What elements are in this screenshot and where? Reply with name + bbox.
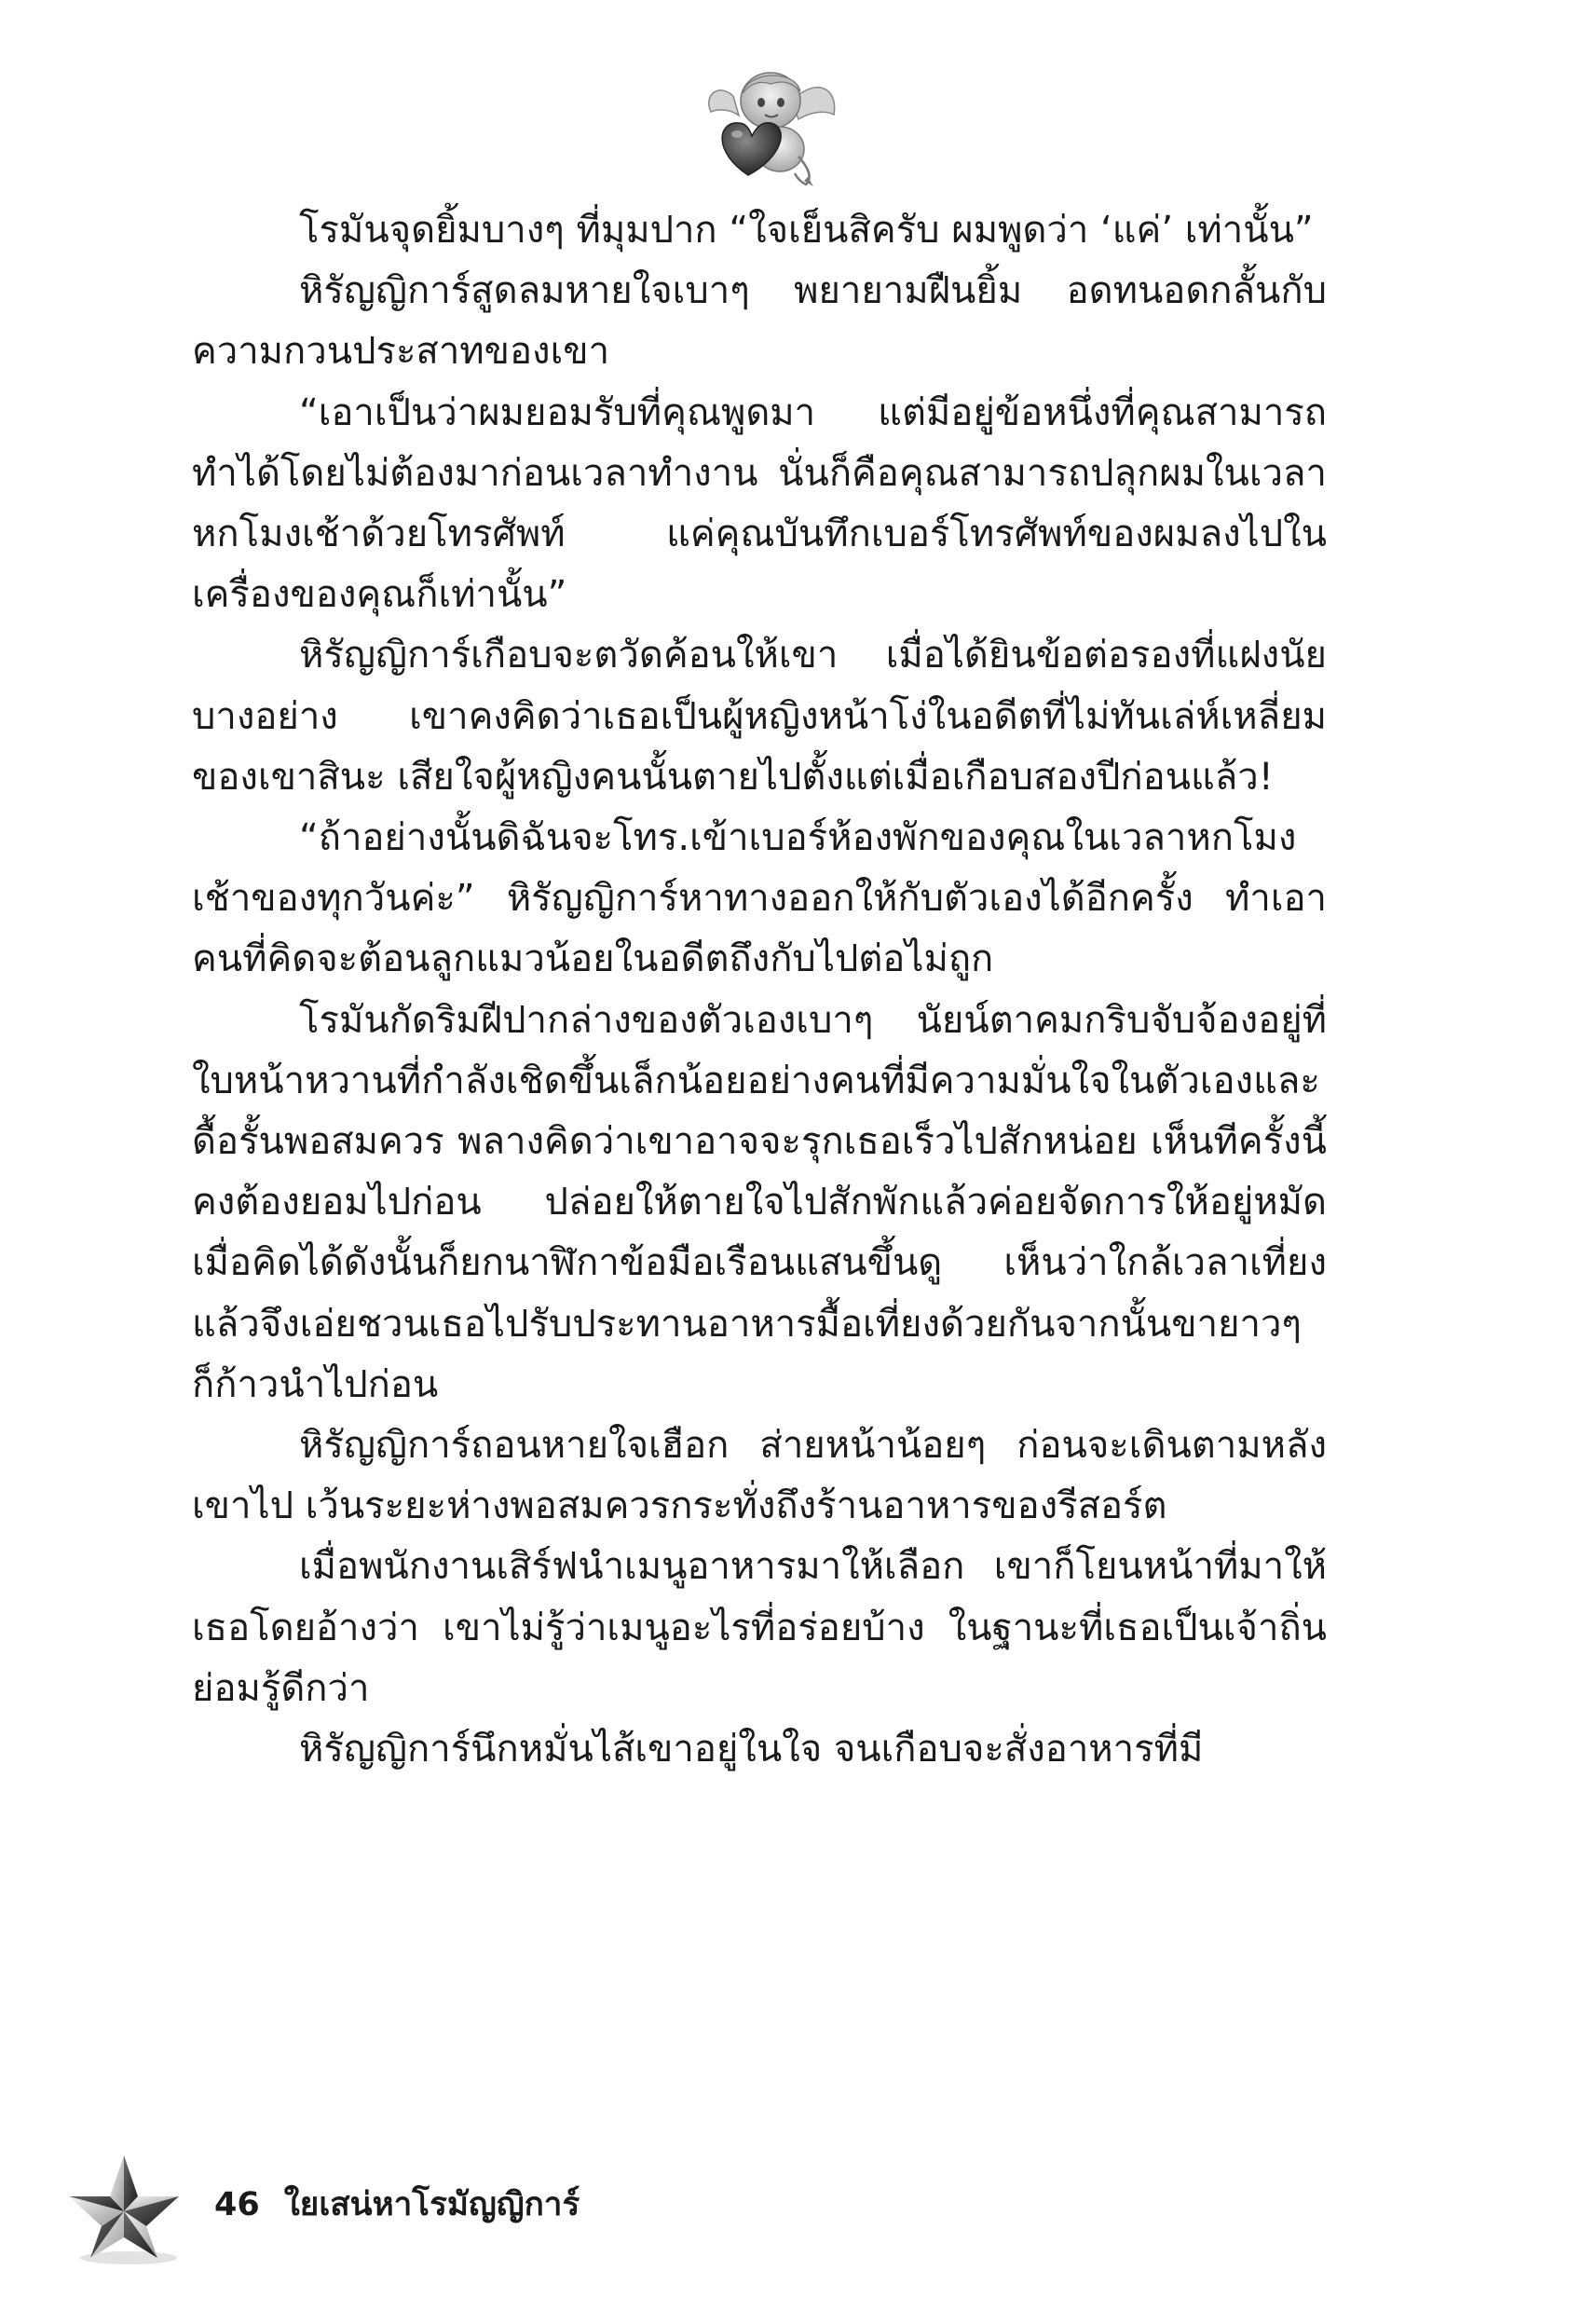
page-number: 46 bbox=[214, 2186, 260, 2223]
paragraph: เมื่อพนักงานเสิร์ฟนำเมนูอาหารมาให้เลือก เขาก็โยนหน้าที่มาให้เธอโดยอ้างว่า เขาไม่รู้ว่าเมนูอะไรที่อร่อยบ้าง ในฐานะที่เธอเป็นเจ้าถิ่นย่อมรู้ดีกว่า bbox=[192, 1545, 1327, 1710]
body-text bbox=[192, 200, 1327, 1780]
paragraph: หิรัญญิการ์ถอนหายใจเฮือก ส่ายหน้าน้อยๆ ก่อนจะเดินตามหลังเขาไป เว้นระยะห่างพอสมควรกระทั่งถึงร้านอาหารของรีสอร์ต bbox=[192, 1424, 1327, 1528]
paragraph: โรมันจุดยิ้มบางๆ ที่มุมปาก “ใจเย็นสิครับ ผมพูดว่า ‘แค่’ เท่านั้น” bbox=[299, 209, 1314, 252]
paragraph: โรมันกัดริมฝีปากล่างของตัวเองเบาๆ นัยน์ตาคมกริบจับจ้องอยู่ที่ใบหน้าหวานที่กำลังเชิดขึ้นเล็กน้อยอย่างคนที่มีความมั่นใจในตัวเองและดื้อรั้นพอสมควร พลางคิดว่าเขาอาจจะรุกเธอเร็วไปสักหน่อย เห็นทีครั้งนี้คงต้องยอมไปก่อน ปล่อยให้ตายใจไปสักพักแล้วค่อยจัดการให้อยู่หมัด เมื่อคิดได้ดังนั้นก็ยกนาฬิกาข้อมือเรือนแสนขึ้นดู เห็นว่าใกล้เวลาเที่ยงแล้วจึงเอ่ยชวนเธอไปรับประทานอาหารมื้อเที่ยงด้วยกันจากนั้นขายาวๆ ก็ก้าวนำไปก่อน bbox=[192, 998, 1327, 1406]
star-icon bbox=[63, 2148, 184, 2269]
paragraph: หิรัญญิการ์นึกหมั่นไส้เขาอยู่ในใจ จนเกือบจะสั่งอาหารที่มี bbox=[299, 1728, 1204, 1771]
paragraph: “เอาเป็นว่าผมยอมรับที่คุณพูดมา แต่มีอยู่ข้อหนึ่งที่คุณสามารถทำได้โดยไม่ต้องมาก่อนเวลาทำงาน นั่นก็คือคุณสามารถปลุกผมในเวลาหกโมงเช้าด้วยโทรศัพท์ แค่คุณบันทึกเบอร์โทรศัพท์ของผมลงไปในเครื่องของคุณก็เท่านั้น” bbox=[192, 390, 1327, 617]
cupid-with-heart-icon bbox=[694, 63, 843, 189]
page-footer bbox=[214, 2179, 580, 2230]
paragraph: หิรัญญิการ์เกือบจะตวัดค้อนให้เขา เมื่อได้ยินข้อต่อรองที่แฝงนัยบางอย่าง เขาคงคิดว่าเธอเป็นผู้หญิงหน้าโง่ในอดีตที่ไม่ทันเล่ห์เหลี่ยมของเขาสินะ เสียใจผู้หญิงคนนั้นตายไปตั้งแต่เมื่อเกือบสองปีก่อนแล้ว! bbox=[192, 634, 1327, 799]
paragraph: หิรัญญิการ์สูดลมหายใจเบาๆ พยายามฝืนยิ้ม อดทนอดกลั้นกับความกวนประสาทของเขา bbox=[192, 269, 1327, 374]
book-title: ใยเสน่หาโรมัญญิการ์ bbox=[283, 2186, 580, 2223]
paragraph: “ถ้าอย่างนั้นดิฉันจะโทร.เข้าเบอร์ห้องพักของคุณในเวลาหกโมงเช้าของทุกวันค่ะ” หิรัญญิการ์หาทางออกให้กับตัวเองได้อีกครั้ง ทำเอาคนที่คิดจะต้อนลูกแมวน้อยในอดีตถึงกับไปต่อไม่ถูก bbox=[192, 816, 1327, 981]
